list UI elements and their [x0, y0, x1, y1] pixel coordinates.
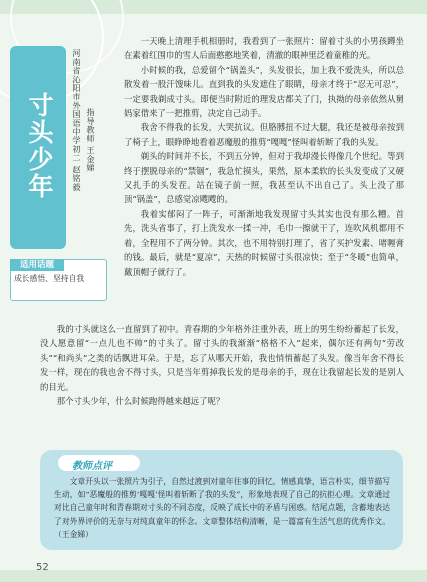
author-name: 赵铭毅 [72, 165, 82, 192]
article-title: 寸头少年 [25, 92, 54, 200]
article-body-right [124, 34, 404, 279]
article-body-wide [40, 322, 404, 408]
paragraph: 剃头的时间并不长，不到五分钟，但对于我却漫长得像几个世纪。等到终于摆脱母亲的“禁锢”，我急忙摸头，果然，原本柔软的长头发变成了又硬又扎手的头发茬。站在镜子前一照，我甚至认不出自己了。头上没了那顶“锅盖”，总感觉凉飕飕的。 [124, 151, 404, 205]
paragraph: 我着实郁闷了一阵子，可渐渐地我发现留寸头其实也没有那么糟。首先，洗头省事了，打上洗发水一揉一冲，毛巾一擦就干了，连吹风机都用不着，全程用不了两分钟。其次，也不用特别打理了，省了买护发素、啫喱膏的钱。最后，就是“夏凉”，天热的时候留寸头很凉快；至于“冬暖”也简单，戴顶帽子就行了。 [124, 208, 404, 277]
paragraph: 小时候的我，总爱留个“锅盖头”，头发很长，加上我不爱洗头，所以总散发着一股汗馊味儿。直到我的头发遮住了眼睛，母亲才终于“忍无可忍”，一定要我剃成寸头。即便当时附近的理发店都关了门，执拗的母亲依然从舅妈家借来了一把推剪，决定自己动手。 [124, 64, 404, 119]
comment-paragraph: 文章开头以一张照片为引子，自然过渡到对童年往事的回忆，情感真挚，语言朴实，细节描写生动，如“恶魔般的推剪‘嘎嘎’怪叫着斩断了我的头发”，形象地表现了自己的抗拒心理。文章通过对比自己童年时和青春期对寸头的不同态度，反映了成长中的矛盾与困惑。结尾点题，含蓄地表达了对外界评价的无奈与对纯真童年的怀念。文章整体结构清晰，是一篇富有生活气息的优秀作文。（王金娣） [54, 477, 390, 539]
comment-text [54, 475, 390, 541]
paragraph: 我舍不得我的长发，大哭抗议。但胳膊扭不过大腿，我还是被母亲按到了椅子上，眼睁睁地看着恶魔般的推剪“嘎嘎”怪叫着斩断了我的头发。 [124, 122, 404, 147]
paragraph: 一天晚上清理手机相册时，我看到了一张照片：留着寸头的小男孩蹲坐在素着红围巾的雪人后面憨憨地笑着，清澈的眼神里泛着童稚的光。 [124, 36, 404, 61]
comment-label: 教师点评 [72, 461, 112, 472]
author-school: 河南省沁阳市外国语中学初二 [72, 49, 82, 163]
bottom-band [0, 570, 427, 582]
topic-text: 成长感悟、坚持自我 [14, 274, 85, 283]
topic-label: 适用话题 [10, 259, 64, 271]
teacher-info: 指导教师 王金娣 [86, 108, 96, 173]
paragraph: 我的寸头就这么一直留到了初中。青春期的少年格外注重外表，班上的男生纷纷蓄起了长发，没人愿意留“一点儿也不帅”的寸头了。留寸头的我渐渐“格格不入”起来，偶尔还有两句“劳改头”“和尚头”之类的话飘进耳朵。于是，忘了从哪天开始，我也悄悄蓄起了头发。像当年舍不得长发一样，现在的我也舍不得寸头，只是当年剪掉我长发的是母亲的手，现在让我留起长发的是别人的目光。 [40, 324, 404, 392]
author-info [71, 49, 82, 259]
paragraph: 那个寸头少年，什么时候跑得越来越远了呢？ [56, 396, 225, 407]
page-number: 52 [36, 562, 49, 573]
